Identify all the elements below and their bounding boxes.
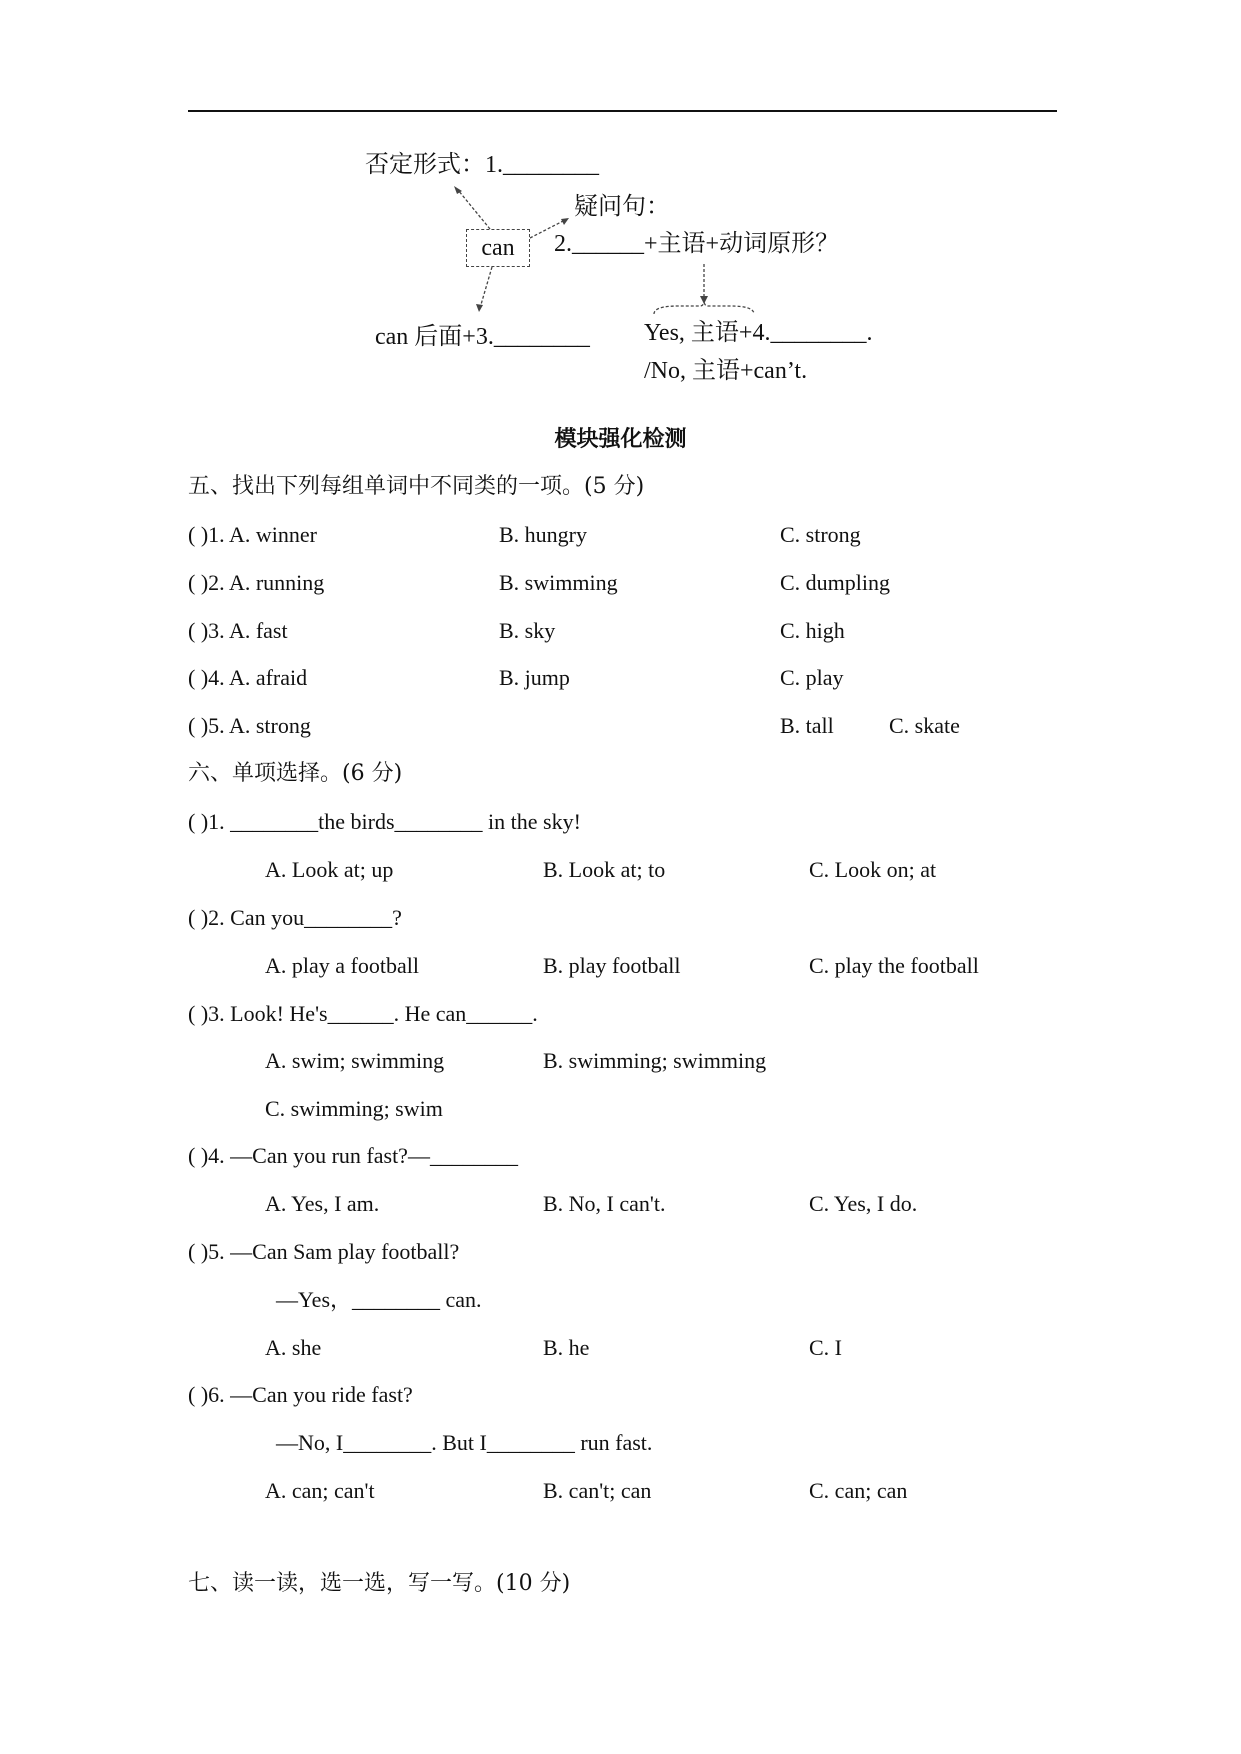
sec6-q4-c: C. Yes, I do. — [809, 1191, 918, 1216]
sec6-q5-c: C. I — [809, 1335, 842, 1360]
sec5-q1-b: B. hungry — [499, 522, 587, 547]
sec5-q5-c: C. skate — [889, 713, 960, 738]
sec6-q6-a: A. can; can't — [265, 1478, 375, 1503]
arrow-to-after — [480, 267, 492, 308]
sec5-q1-stem: ( )1. A. winner — [188, 522, 317, 547]
sec6-q3-c: C. swimming; swim — [265, 1096, 443, 1121]
diagram-center-word: can — [481, 235, 515, 261]
diagram-answer-no: /No, 主语+can’t. — [644, 358, 808, 384]
section-title: 模块强化检测 — [554, 427, 687, 452]
diagram-can-box — [466, 229, 530, 267]
sec5-q2-c: C. dumpling — [780, 570, 891, 595]
sec5-q5-b: B. tall — [780, 713, 834, 738]
sec6-q6-c: C. can; can — [809, 1478, 908, 1503]
sec6-q5-b: B. he — [543, 1335, 590, 1360]
sec6-q2-stem: ( )2. Can you________? — [188, 905, 402, 930]
sec6-q4-a: A. Yes, I am. — [265, 1191, 380, 1216]
sec6-q1-stem: ( )1. ________the birds________ in the sky! — [188, 809, 581, 834]
sec5-q5-stem: ( )5. A. strong — [188, 713, 311, 738]
sec5-q3-stem: ( )3. A. fast — [188, 618, 288, 643]
diagram-negative: 否定形式：1.________ — [365, 152, 599, 178]
diagram-question-label: 疑问句： — [574, 194, 670, 220]
sec6-q1-b: B. Look at; to — [543, 857, 666, 882]
sec6-q4-b: B. No, I can't. — [543, 1191, 666, 1216]
sec5-heading: 五、找出下列每组单词中不同类的一项。(5 分) — [188, 474, 645, 499]
diagram-answer-yes: Yes, 主语+4.________. — [644, 320, 873, 346]
sec6-heading: 六、单项选择。(6 分) — [188, 761, 403, 786]
arrow-to-negative — [458, 190, 490, 229]
sec5-q1-c: C. strong — [780, 522, 861, 547]
sec6-q1-a: A. Look at; up — [265, 857, 394, 882]
sec5-q4-stem: ( )4. A. afraid — [188, 665, 308, 690]
sec5-q3-c: C. high — [780, 618, 845, 643]
sec6-q1-c: C. Look on; at — [809, 857, 937, 882]
sec6-q2-a: A. play a football — [265, 953, 419, 978]
sec6-q3-b: B. swimming; swimming — [543, 1048, 767, 1073]
sec6-q6-line2: —No, I________. But I________ run fast. — [276, 1430, 653, 1455]
sec5-q2-b: B. swimming — [499, 570, 618, 595]
sec6-q5-line2: —Yes，________ can. — [276, 1287, 482, 1312]
sec7-heading: 七、读一读，选一选，写一写。(10 分) — [188, 1571, 571, 1596]
diagram-after: can 后面+3.________ — [375, 324, 590, 350]
sec6-q6-stem: ( )6. —Can you ride fast? — [188, 1382, 413, 1407]
sec6-q3-stem: ( )3. Look! He's______. He can______. — [188, 1001, 538, 1026]
sec6-q5-a: A. she — [265, 1335, 322, 1360]
sec6-q4-stem: ( )4. —Can you run fast?—________ — [188, 1143, 518, 1168]
arrowhead-answer — [700, 296, 708, 304]
sec6-q3-a: A. swim; swimming — [265, 1048, 445, 1073]
sec5-q4-c: C. play — [780, 665, 844, 690]
sec5-q2-stem: ( )2. A. running — [188, 570, 325, 595]
sec6-q2-c: C. play the football — [809, 953, 979, 978]
sec6-q6-b: B. can't; can — [543, 1478, 652, 1503]
sec6-q2-b: B. play football — [543, 953, 681, 978]
arrowhead-after — [476, 304, 483, 312]
diagram-question-rule: 2.______+主语+动词原形？ — [554, 231, 840, 257]
sec6-q5-stem: ( )5. —Can Sam play football? — [188, 1239, 460, 1264]
sec5-q3-b: B. sky — [499, 618, 556, 643]
sec5-q4-b: B. jump — [499, 665, 570, 690]
